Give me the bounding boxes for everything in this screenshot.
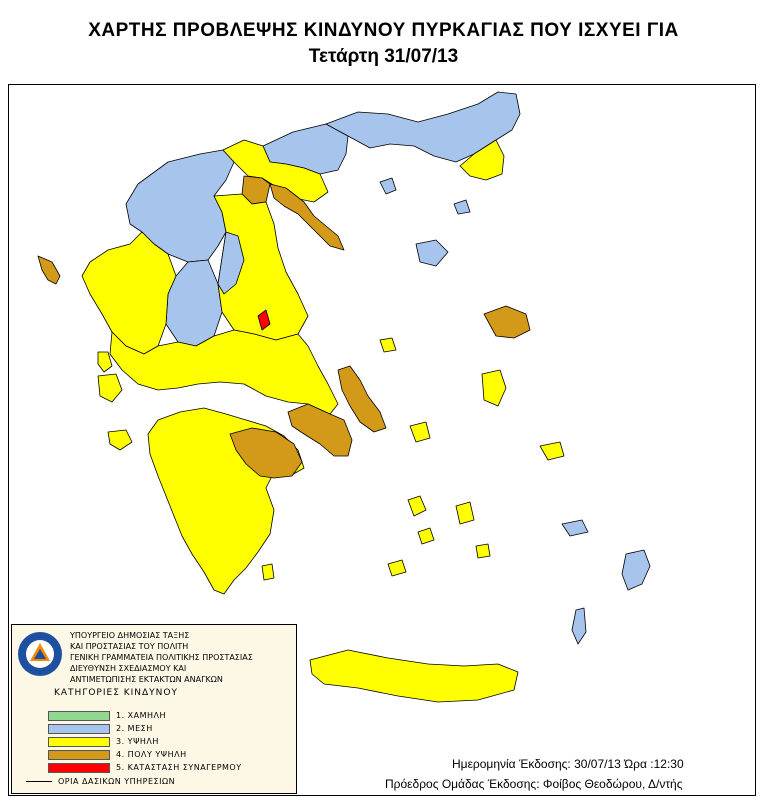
island-zakynthos	[108, 430, 132, 450]
island-kefalonia	[98, 374, 122, 402]
island-santorini	[476, 544, 490, 558]
island-skiathos	[380, 338, 396, 352]
island-lesvos	[484, 306, 530, 338]
island-ikaria	[540, 442, 564, 460]
category-label: 3. ΥΨΗΛΗ	[116, 737, 159, 746]
island-kythira	[262, 564, 274, 580]
island-skyros	[410, 422, 430, 442]
island-limnos	[416, 240, 448, 266]
island-karpathos	[572, 608, 586, 644]
agency-line: ΓΕΝΙΚΗ ΓΡΑΜΜΑΤΕΙΑ ΠΟΛΙΤΙΚΗΣ ΠΡΟΣΤΑΣΙΑΣ	[70, 653, 253, 662]
island-andros	[408, 496, 426, 516]
island-samothraki	[454, 200, 470, 214]
island-corfu	[38, 256, 60, 284]
boundary-label: ΟΡΙΑ ΔΑΣΙΚΩΝ ΥΠΗΡΕΣΙΩΝ	[58, 777, 176, 786]
issue-chair: Πρόεδρος Ομάδας Έκδοσης: Φοίβος Θεοδώρου, Δ/ντής	[385, 777, 683, 791]
map-title: ΧΑΡΤΗΣ ΠΡΟΒΛΕΨΗΣ ΚΙΝΔΥΝΟΥ ΠΥΡΚΑΓΙΑΣ ΠΟΥ ΙΣΧΥΕΙ ΓΙΑ	[88, 20, 679, 41]
island-rhodes	[622, 550, 650, 590]
category-swatch	[48, 763, 110, 773]
island-crete	[310, 650, 518, 702]
legend-panel	[11, 624, 297, 794]
agency-line: ΥΠΟΥΡΓΕΙΟ ΔΗΜΟΣΙΑΣ ΤΑΞΗΣ	[70, 631, 190, 640]
civil-protection-logo-icon	[17, 631, 63, 677]
agency-text	[70, 630, 253, 685]
island-thasos	[380, 178, 396, 194]
category-label: 4. ΠΟΛΥ ΥΨΗΛΗ	[116, 750, 187, 759]
island-naxos	[456, 502, 474, 524]
island-kos	[562, 520, 588, 536]
map-date: Τετάρτη 31/07/13	[308, 46, 459, 67]
island-paros	[418, 528, 434, 544]
boundary-legend	[26, 777, 175, 786]
category-swatch	[48, 724, 110, 734]
boundary-line-swatch	[26, 781, 52, 782]
island-chios	[482, 370, 506, 406]
category-label: 1. ΧΑΜΗΛΗ	[116, 711, 167, 720]
agency-line: ΔΙΕΥΘΥΝΣΗ ΣΧΕΔΙΑΣΜΟΥ ΚΑΙ	[70, 664, 187, 673]
category-swatch	[48, 737, 110, 747]
category-swatch	[48, 711, 110, 721]
agency-line: ΑΝΤΙΜΕΤΩΠΙΣΗΣ ΕΚΤΑΚΤΩΝ ΑΝΑΓΚΩΝ	[70, 675, 223, 684]
agency-line: ΚΑΙ ΠΡΟΣΤΑΣΙΑΣ ΤΟΥ ΠΟΛΙΤΗ	[70, 642, 189, 651]
island-milos	[388, 560, 406, 576]
issue-date: Ημερομηνία Έκδοσης: 30/07/13 Ώρα :12:30	[452, 757, 684, 771]
category-label: 2. ΜΕΣΗ	[116, 724, 153, 733]
region-epirus	[82, 232, 176, 354]
category-label: 5. ΚΑΤΑΣΤΑΣΗ ΣΥΝΑΓΕΡΜΟΥ	[116, 763, 242, 772]
region-attica	[288, 404, 352, 456]
island-lefkada	[98, 352, 112, 372]
category-swatch	[48, 750, 110, 760]
categories-title: ΚΑΤΗΓΟΡΙΕΣ ΚΙΝΔΥΝΟΥ	[54, 688, 178, 698]
